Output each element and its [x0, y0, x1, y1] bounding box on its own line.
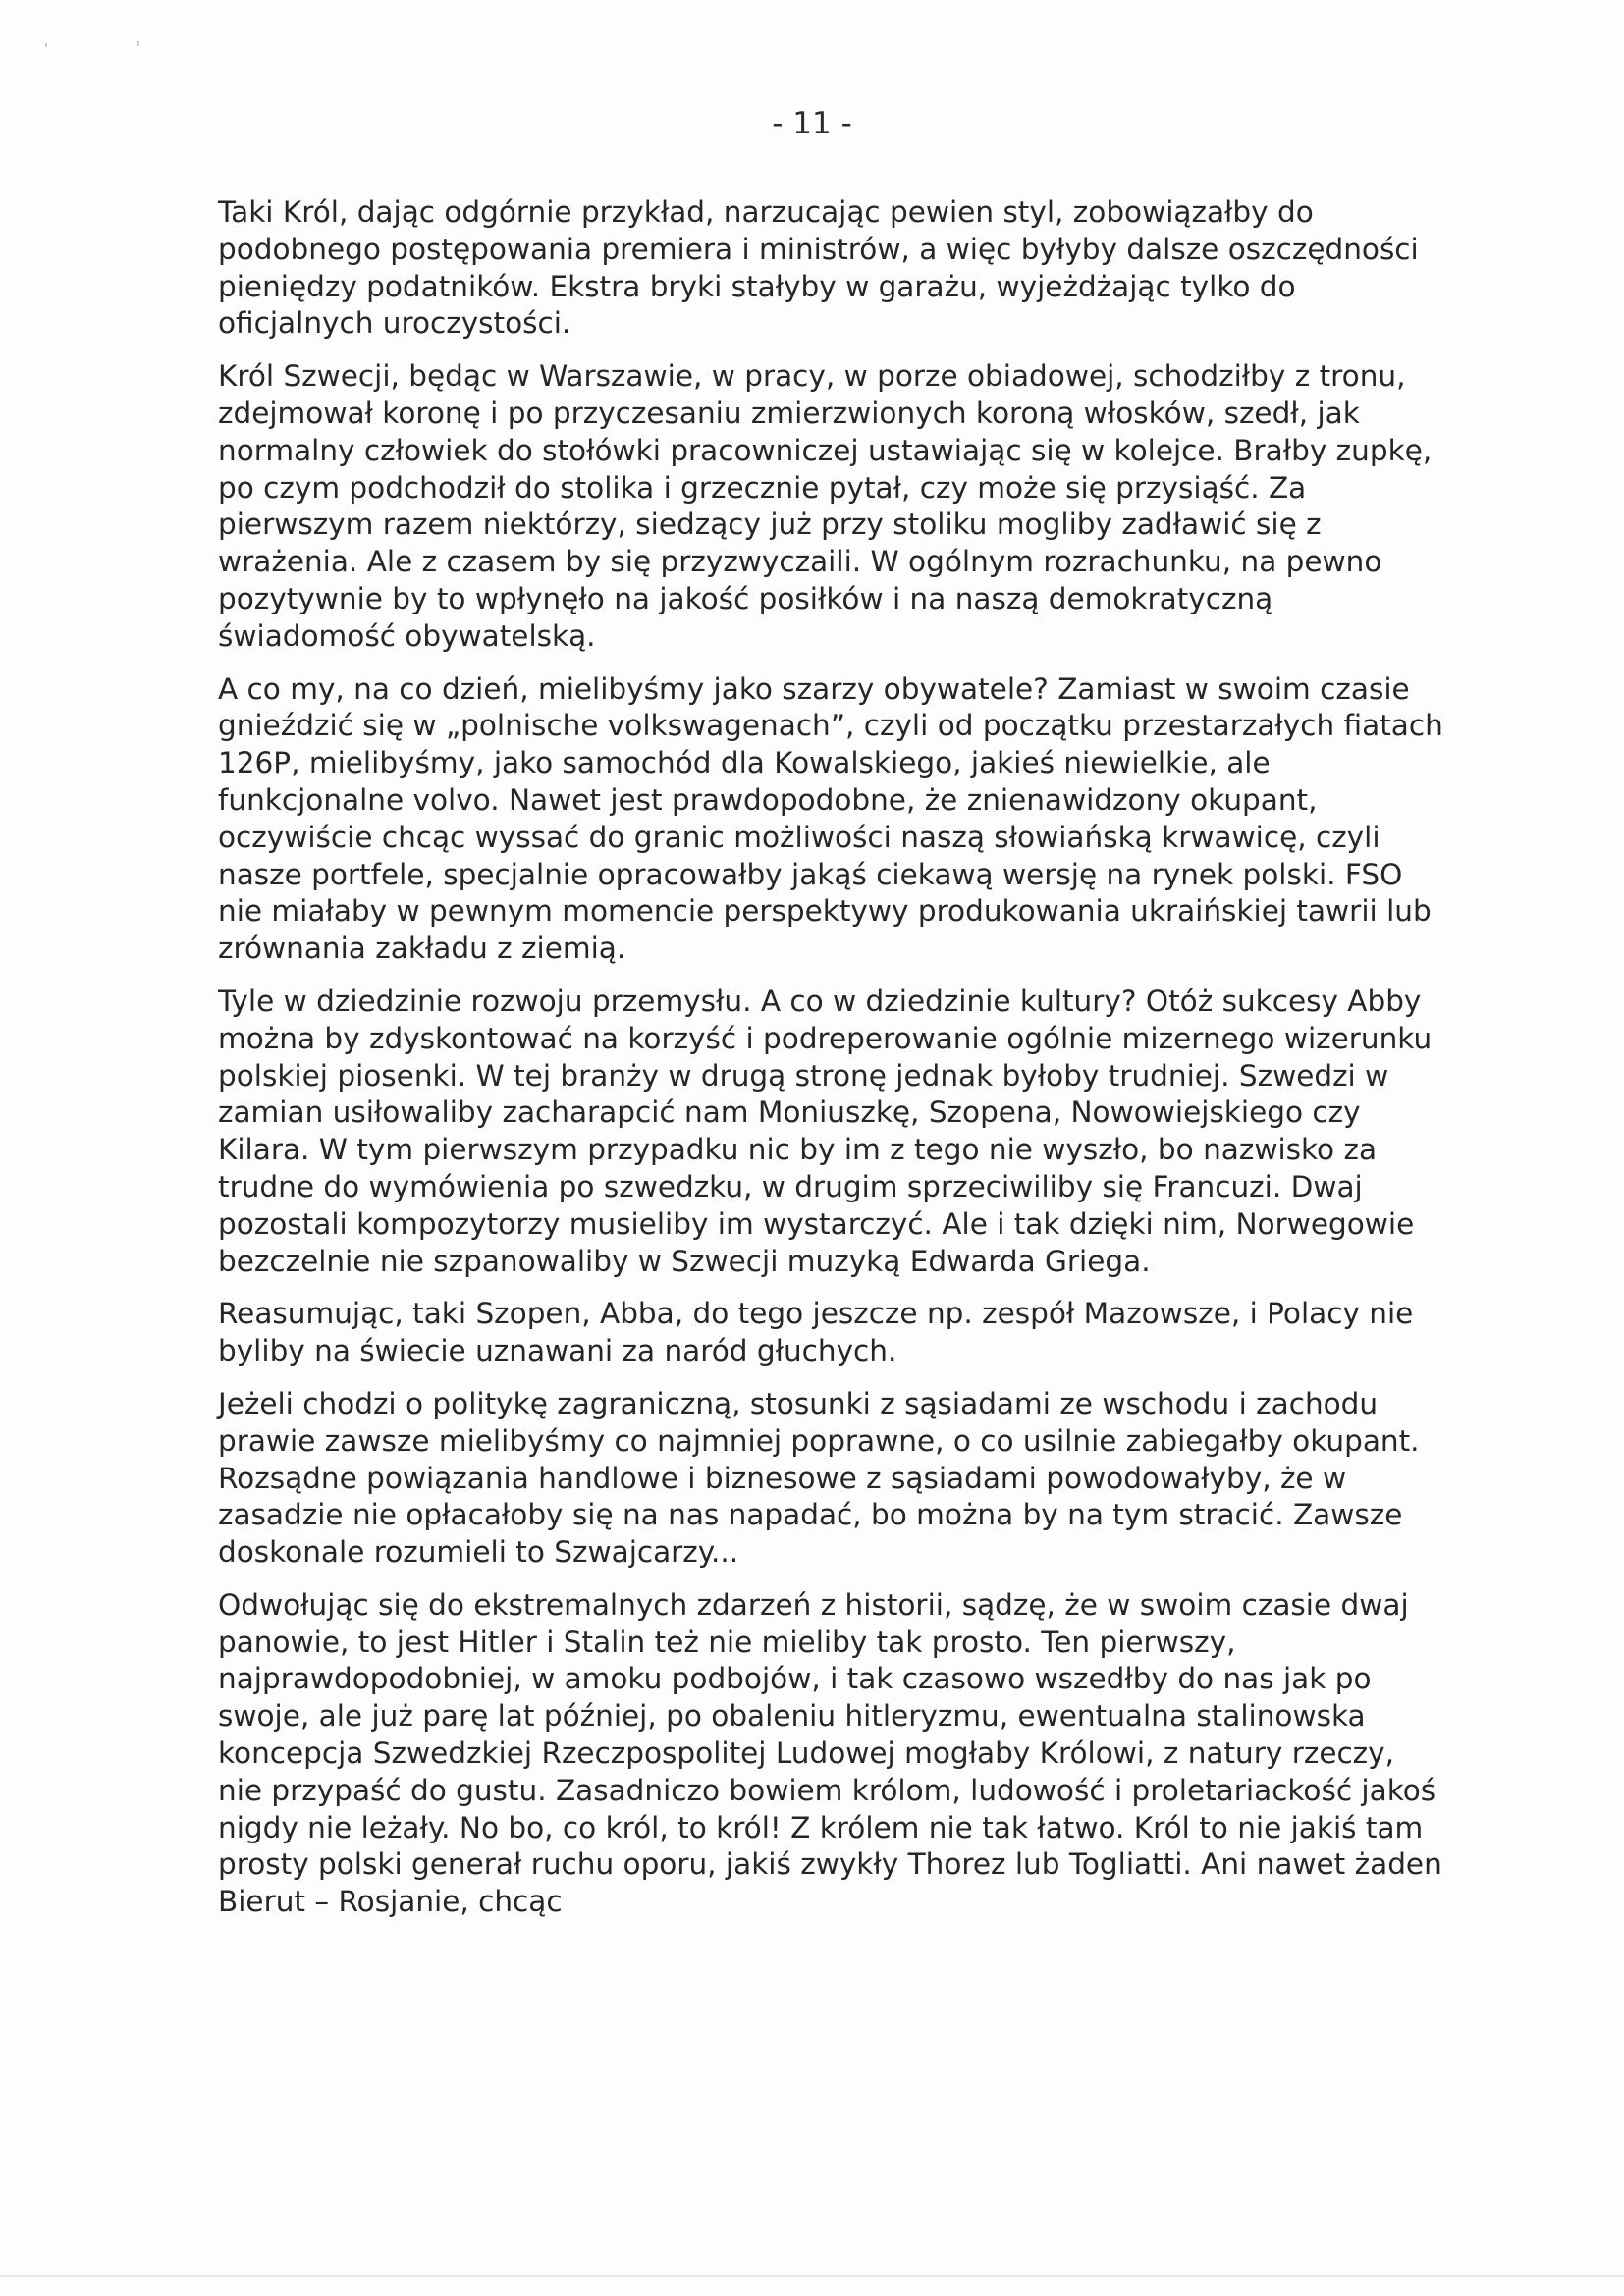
scan-speck: [45, 43, 47, 47]
paragraph: Taki Król, dając odgórnie przykład, narzucając pewien styl, zobowiązałby do podobnego postępowania premiera i ministrów, a więc byłyby dalsze oszczędności pieniędzy podatników. Ekstra bryki stałyby w garażu, wyjeżdżając tylko do oficjalnych uroczystości.: [218, 195, 1419, 341]
body-text: [218, 194, 1447, 1937]
paragraph: Tyle w dziedzinie rozwoju przemysłu. A co w dziedzinie kultury? Otóż sukcesy Abby można by zdyskontować na korzyść i podreperowanie ogólnie mizernego wizerunku polskiej piosenki. W tej branży w drugą stronę jednak byłoby trudniej. Szwedzi w zamian usiłowaliby zacharapcić nam Moniuszkę, Szopena, Nowowiejskiego czy Kilara. W tym pierwszym przypadku nic by im z tego nie wyszło, bo nazwisko za trudne do wymówienia po szwedzku, w drugim sprzeciwiliby się Francuzi. Dwaj pozostali kompozytorzy musieliby im wystarczyć. Ale i tak dzięki nim, Norwegowie bezczelnie nie szpanowaliby w Szwecji muzyką Edwarda Griega.: [218, 984, 1433, 1278]
paragraph: Jeżeli chodzi o politykę zagraniczną, stosunki z sąsiadami ze wschodu i zachodu prawie zawsze mielibyśmy co najmniej poprawne, o co usilnie zabiegałby okupant. Rozsądne powiązania handlowe i biznesowe z sąsiadami powodowałyby, że w zasadzie nie opłacałoby się na nas napadać, bo można by na tym stracić. Zawsze doskonale rozumieli to Szwajcarzy...: [218, 1386, 1420, 1570]
paragraph: Reasumując, taki Szopen, Abba, do tego jeszcze np. zespół Mazowsze, i Polacy nie byliby na świecie uznawani za naród głuchych.: [218, 1297, 1414, 1368]
scan-speck: [137, 41, 139, 46]
paragraph: A co my, na co dzień, mielibyśmy jako szarzy obywatele? Zamiast w swoim czasie gnieździć się w „polnische volkswagenach”, czyli od początku przestarzałych fiatach 126P, mielibyśmy, jako samochód dla Kowalskiego, jakieś niewielkie, ale funkcjonalne volvo. Nawet jest prawdopodobne, że znienawidzony okupant, oczywiście chcąc wyssać do granic możliwości naszą słowiańską krwawicę, czyli nasze portfele, specjalnie opracowałby jakąś ciekawą wersję na rynek polski. FSO nie miałaby w pewnym momencie perspektywy produkowania ukraińskiej tawrii lub zrównania zakładu z ziemią.: [218, 671, 1443, 966]
page-number: - 11 -: [772, 106, 852, 141]
paragraph: Odwołując się do ekstremalnych zdarzeń z historii, sądzę, że w swoim czasie dwaj panowie, to jest Hitler i Stalin też nie mieliby tak prosto. Ten pierwszy, najprawdopodobniej, w amoku podbojów, i tak czasowo wszedłby do nas jak po swoje, ale już parę lat później, po obaleniu hitleryzmu, ewentualna stalinowska koncepcja Szwedzkiej Rzeczpospolitej Ludowej mogłaby Królowi, z natury rzeczy, nie przypaść do gustu. Zasadniczo bowiem królom, ludowość i proletariackość jakoś nigdy nie leżały. No bo, co król, to król! Z królem nie tak łatwo. Król to nie jakiś tam prosty polski generał ruchu oporu, jakiś zwykły Thorez lub Togliatti. Ani nawet żaden Bierut – Rosjanie, chcąc: [218, 1587, 1442, 1919]
paragraph: Król Szwecji, będąc w Warszawie, w pracy, w porze obiadowej, schodziłby z tronu, zdejmował koronę i po przyczesaniu zmierzwionych koroną włosków, szedł, jak normalny człowiek do stołówki pracowniczej ustawiając się w kolejce. Brałby zupkę, po czym podchodził do stolika i grzecznie pytał, czy może się przysiąść. Za pierwszym razem niektórzy, siedzący już przy stoliku mogliby zadławić się z wrażenia. Ale z czasem by się przyzwyczaili. W ogólnym rozrachunku, na pewno pozytywnie by to wpłynęło na jakość posiłków i na naszą demokratyczną świadomość obywatelską.: [218, 359, 1433, 653]
scan-edge-mark: [0, 2275, 1624, 2277]
